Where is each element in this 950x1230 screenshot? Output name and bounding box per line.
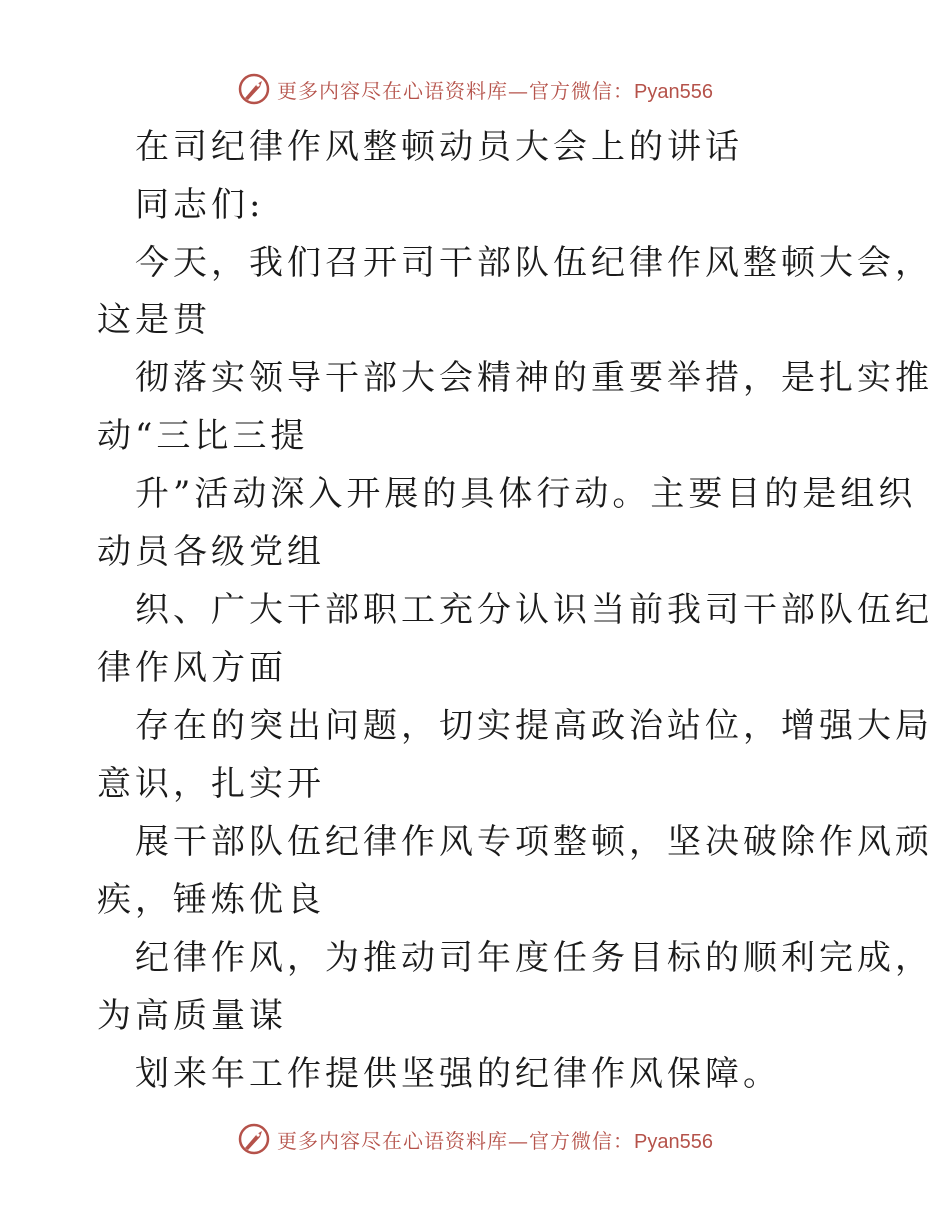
text-line: 今天，我们召开司干部队伍纪律作风整顿大会， — [135, 243, 933, 283]
text-line: 动员各级党组 — [97, 532, 325, 572]
text-line: 织、广大干部职工充分认识当前我司干部队伍纪 — [135, 590, 933, 630]
text-line: 意识，扎实开 — [97, 764, 325, 804]
text-line: 律作风方面 — [97, 648, 287, 688]
text-line: 动“三比三提 — [97, 416, 309, 456]
text-line: 疾，锤炼优良 — [97, 880, 325, 920]
watermark-text: 更多内容尽在心语资料库—官方微信：Pyan556 — [277, 78, 713, 103]
watermark-text: 更多内容尽在心语资料库—官方微信：Pyan556 — [277, 1128, 713, 1153]
text-line: 彻落实领导干部大会精神的重要举措，是扎实推 — [135, 358, 933, 398]
text-line: 展干部队伍纪律作风专项整顿，坚决破除作风顽 — [135, 822, 933, 862]
text-line: 存在的突出问题，切实提高政治站位，增强大局 — [135, 706, 933, 746]
footer-watermark — [0, 1122, 950, 1156]
pen-nib-circle-icon — [237, 72, 271, 106]
pen-nib-circle-icon — [237, 1122, 271, 1156]
salutation: 同志们: — [135, 185, 265, 225]
text-line: 划来年工作提供坚强的纪律作风保障。 — [135, 1054, 781, 1094]
document-title: 在司纪律作风整顿动员大会上的讲话 — [135, 127, 743, 167]
text-line: 这是贯 — [97, 300, 211, 340]
text-line: 为高质量谋 — [97, 996, 287, 1036]
text-line: 纪律作风，为推动司年度任务目标的顺利完成， — [135, 938, 933, 978]
header-watermark — [0, 72, 950, 106]
text-line: 升”活动深入开展的具体行动。主要目的是组织 — [135, 474, 917, 514]
